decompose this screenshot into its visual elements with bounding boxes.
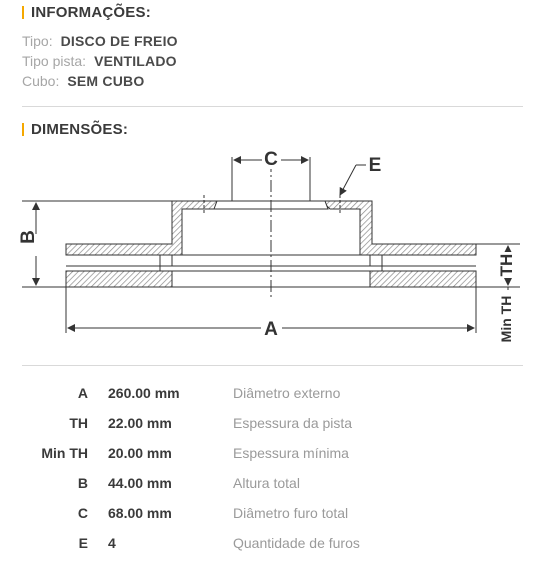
spec-row-th: [0, 415, 549, 437]
disc-lower-plate: [370, 271, 476, 287]
spec-code: TH: [69, 415, 88, 431]
spec-value: 20.00 mm: [108, 445, 172, 461]
info-heading-text: INFORMAÇÕES:: [31, 4, 151, 21]
spec-desc: Altura total: [233, 475, 300, 491]
label-a: A: [264, 319, 278, 340]
dimensions-heading-text: DIMENSÕES:: [31, 121, 129, 138]
spec-code: A: [77, 385, 88, 401]
info-value: SEM CUBO: [67, 73, 145, 89]
brake-disc-diagram: [0, 140, 549, 355]
spec-desc: Espessura mínima: [233, 445, 349, 461]
spec-value: 68.00 mm: [108, 505, 172, 521]
section-divider: [22, 365, 523, 366]
spec-row-e: [0, 535, 549, 557]
info-value: DISCO DE FREIO: [60, 33, 178, 49]
spec-code: B: [77, 475, 88, 491]
spec-row-a: [0, 385, 549, 407]
info-heading: [22, 4, 151, 21]
spec-code: C: [77, 505, 88, 521]
info-label: Tipo pista:: [22, 53, 87, 69]
spec-desc: Quantidade de furos: [233, 535, 360, 551]
label-c: C: [264, 149, 278, 170]
disc-lower-plate: [66, 271, 172, 287]
info-label: Tipo:: [22, 33, 53, 49]
dimensions-heading: [22, 121, 128, 138]
info-row-type: [22, 33, 178, 49]
label-th: TH: [497, 253, 516, 277]
label-min-th: Min TH: [498, 295, 514, 343]
spec-desc: Diâmetro furo total: [233, 505, 349, 521]
spec-desc: Diâmetro externo: [233, 385, 341, 401]
info-row-hub: [22, 73, 144, 89]
info-label: Cubo:: [22, 73, 60, 89]
accent-bar: [22, 6, 24, 19]
spec-desc: Espessura da pista: [233, 415, 353, 431]
info-row-track-type: [22, 53, 177, 69]
section-divider: [22, 106, 523, 107]
spec-row-b: [0, 475, 549, 497]
info-value: VENTILADO: [94, 53, 177, 69]
spec-row-min-th: [0, 445, 549, 467]
accent-bar: [22, 123, 24, 136]
spec-value: 260.00 mm: [108, 385, 180, 401]
spec-code: E: [78, 535, 88, 551]
spec-value: 44.00 mm: [108, 475, 172, 491]
spec-value: 22.00 mm: [108, 415, 172, 431]
label-e: E: [368, 155, 382, 176]
label-b: B: [18, 230, 39, 244]
spec-row-c: [0, 505, 549, 527]
spec-value: 4: [108, 535, 116, 551]
spec-code: Min TH: [41, 445, 88, 461]
